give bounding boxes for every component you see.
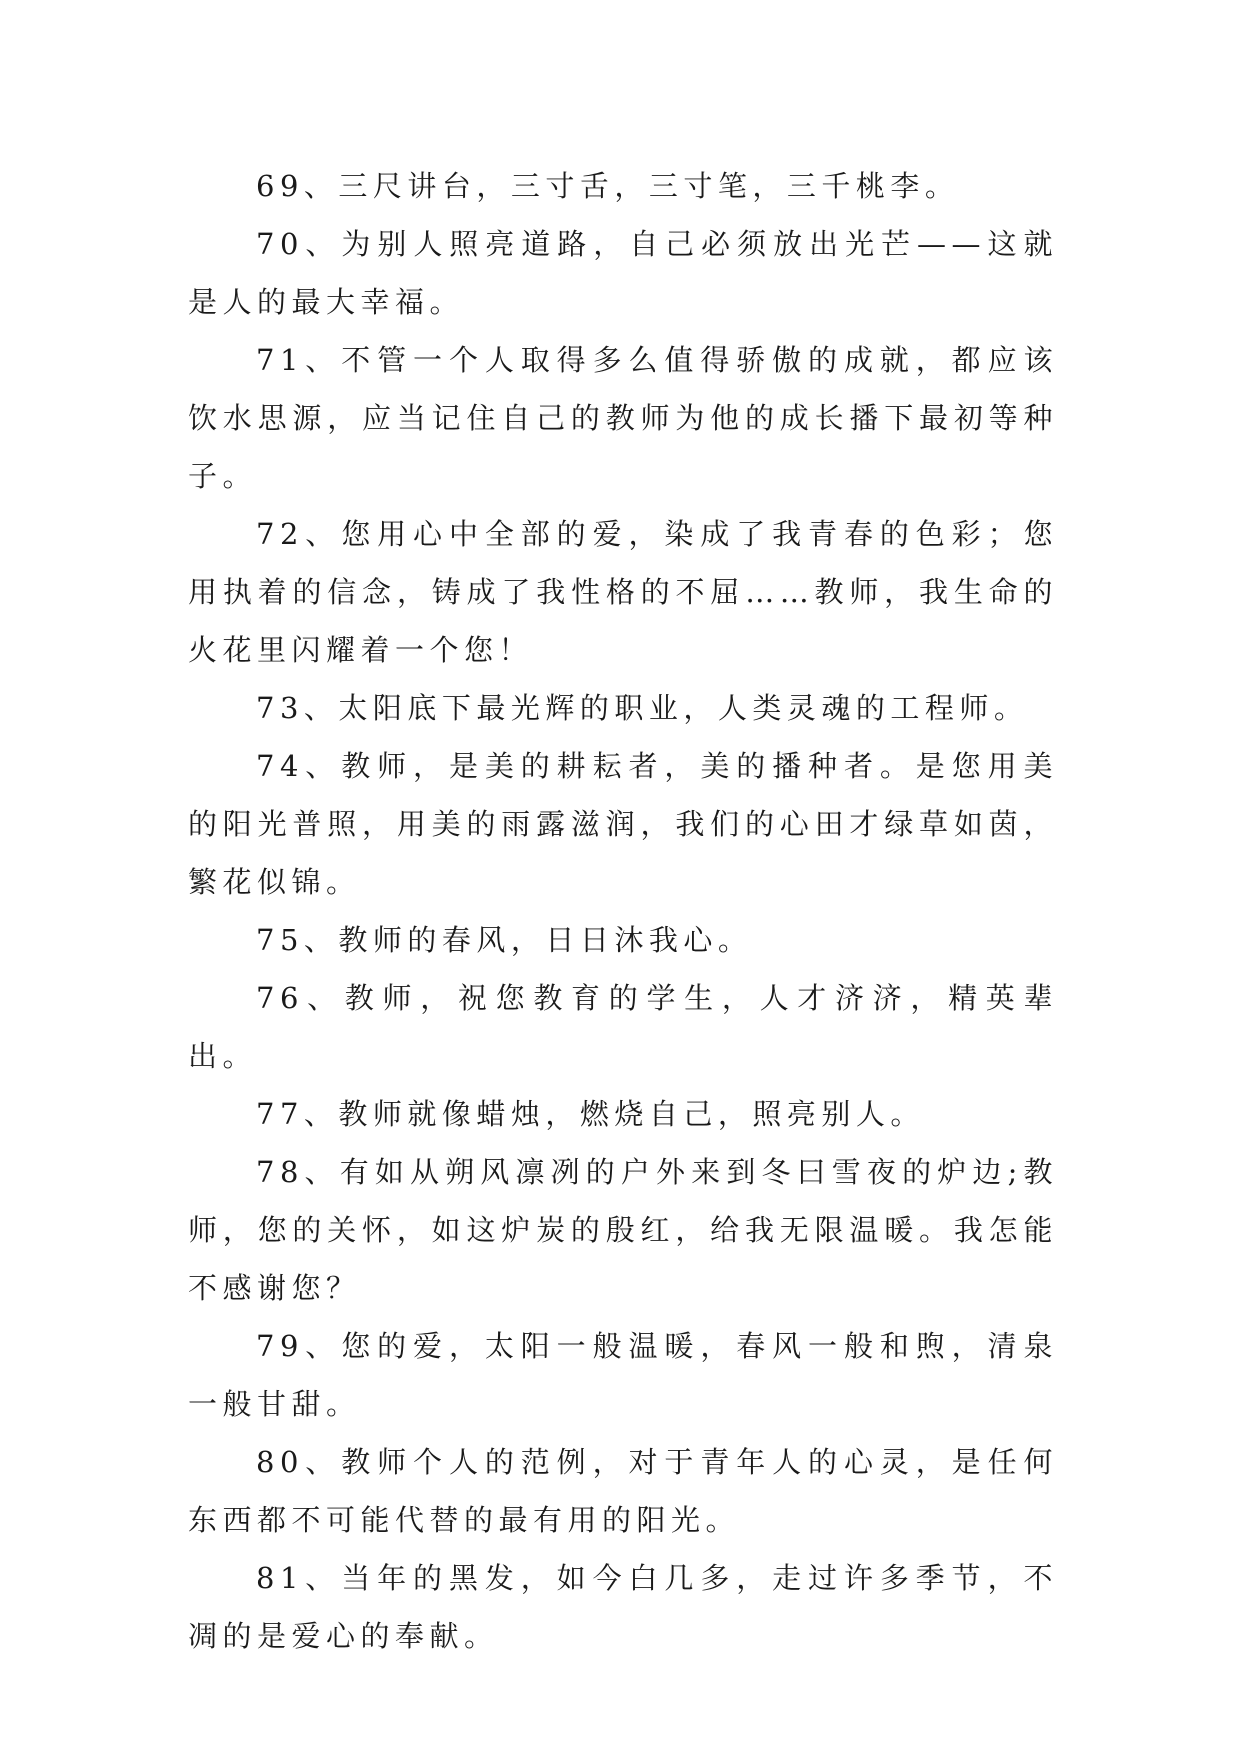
- document-body: [188, 157, 1058, 1665]
- paragraph-80: 80、教师个人的范例，对于青年人的心灵，是任何东西都不可能代替的最有用的阳光。: [188, 1445, 1058, 1537]
- paragraph-73: 73、太阳底下最光辉的职业，人类灵魂的工程师。: [256, 691, 1029, 725]
- paragraph-75: 75、教师的春风，日日沐我心。: [256, 923, 753, 957]
- paragraph-74: 74、教师，是美的耕耘者，美的播种者。是您用美的阳光普照，用美的雨露滋润，我们的心田才绿草如茵，繁花似锦。: [188, 749, 1058, 899]
- paragraph-70: 70、为别人照亮道路，自己必须放出光芒——这就是人的最大幸福。: [188, 227, 1058, 319]
- paragraph-79: 79、您的爱，太阳一般温暖，春风一般和煦，清泉一般甘甜。: [188, 1329, 1058, 1421]
- paragraph-77: 77、教师就像蜡烛，燃烧自己，照亮别人。: [256, 1097, 925, 1131]
- paragraph-78: 78、有如从朔风凛冽的户外来到冬曰雪夜的炉边;教师，您的关怀，如这炉炭的殷红，给我无限温暖。我怎能不感谢您？: [188, 1155, 1058, 1305]
- paragraph-69: 69、三尺讲台，三寸舌，三寸笔，三千桃李。: [256, 169, 960, 203]
- paragraph-72: 72、您用心中全部的爱，染成了我青春的色彩；您用执着的信念，铸成了我性格的不屈……教师，我生命的火花里闪耀着一个您！: [188, 517, 1058, 667]
- paragraph-71: 71、不管一个人取得多么值得骄傲的成就，都应该饮水思源，应当记住自己的教师为他的成长播下最初等种子。: [188, 343, 1058, 493]
- paragraph-81: 81、当年的黑发，如今白几多，走过许多季节，不凋的是爱心的奉献。: [188, 1561, 1058, 1653]
- paragraph-76: 76、教师，祝您教育的学生，人才济济，精英辈出。: [188, 981, 1058, 1073]
